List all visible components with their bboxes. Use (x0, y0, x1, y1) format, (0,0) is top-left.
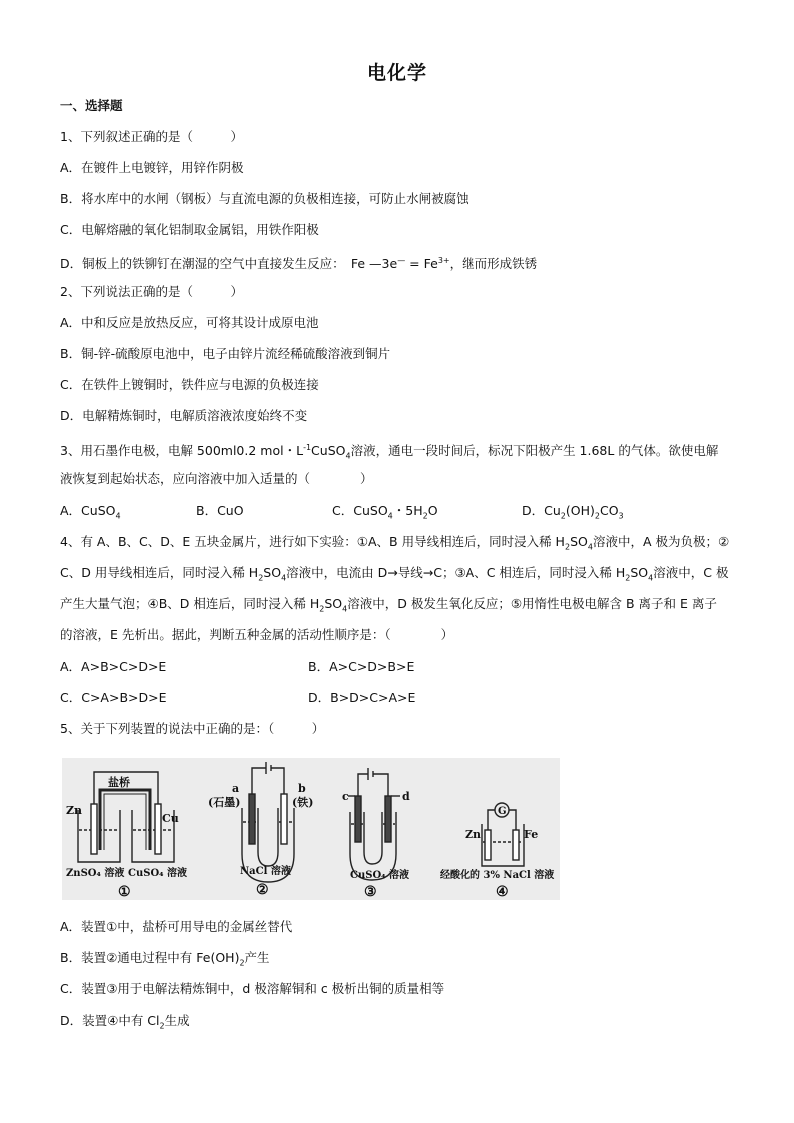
q5-option-c: C．装置③用于电解法精炼铜中，d 极溶解铜和 c 极析出铜的质量相等 (60, 981, 445, 996)
q5-stem: 5、关于下列装置的说法中正确的是：（ ） (60, 721, 325, 736)
q2-stem: 2、下列说法正确的是（ ） (60, 284, 243, 299)
section-heading: 一、选择题 (60, 98, 123, 113)
q4-stem-line3: 产生大量气泡；④B、D 相连后，同时浸入稀 $H_2SO_4$溶液中，D 极发生氧化反应；⑤用惰性电极电解含 B 离子和 E 离子 (60, 596, 717, 614)
q4-stem-line2: C、D 用导线相连后，同时浸入稀 $H_2SO_4$溶液中，电流由 D→导线→C；③A、C 相连后，同时浸入稀 $H_2SO_4$溶液中，C 极 (60, 565, 729, 583)
cuso4-label: CuSO₄ 溶液 (128, 868, 188, 879)
q4-option-a: A．A>B>C>D>E (60, 659, 167, 674)
electrode-a-label: a (232, 782, 240, 795)
q2-option-d: D．电解精炼铜时，电解质溶液浓度始终不变 (60, 408, 308, 423)
salt-bridge-label: 盐桥 (108, 776, 130, 789)
device-1-number: ① (118, 884, 131, 900)
cu-electrode-label: Cu (162, 812, 179, 825)
page-title: 电化学 (366, 62, 427, 84)
fe-device4-label: Fe (524, 828, 539, 841)
cuso4-device3-label: CuSO₄ 溶液 (350, 870, 410, 881)
device-3-number: ③ (364, 884, 377, 900)
q1-option-a: A．在镀件上电镀锌，用锌作阴极 (60, 160, 244, 175)
q3-option-d: D．$Cu_2(OH)_2CO_3$ (522, 503, 624, 521)
q5-option-d: D．装置④中有 $Cl_2$生成 (60, 1013, 190, 1031)
zn-electrode-label: Zn (66, 804, 83, 817)
zn-device4-label: Zn (465, 828, 482, 841)
electrode-b-label: b (298, 782, 306, 795)
device-2-number: ② (256, 882, 269, 898)
electrode-b-note: (铁) (292, 796, 314, 809)
q1-option-d: D．铜板上的铁铆钉在潮湿的空气中直接发生反应： Fe —3e— = $Fe^{3+}$，继而形成铁锈 (60, 256, 538, 272)
q1-stem: 1、下列叙述正确的是（ ） (60, 129, 243, 144)
q3-option-a: A．CuSO$_4$ (60, 503, 121, 521)
q4-stem-line4: 的溶液，E 先析出。据此，判断五种金属的活动性顺序是：（ ） (60, 627, 454, 642)
q1-option-b: B．将水库中的水闸（钢板）与直流电源的负极相连接，可防止水闸被腐蚀 (60, 191, 469, 206)
acidified-nacl-label: 经酸化的 3% NaCl 溶液 (440, 870, 555, 881)
q3-option-b: B．CuO (196, 503, 244, 518)
znso4-label: ZnSO₄ 溶液 (66, 868, 125, 879)
electrode-a-note: (石墨) (208, 796, 241, 809)
q4-option-c: C．C>A>B>D>E (60, 690, 167, 705)
q3-stem-line2: 液恢复到起始状态，应向溶液中加入适量的（ ） (60, 471, 373, 486)
electrode-c-label: c (342, 790, 349, 803)
q2-option-b: B．铜-锌-硫酸原电池中，电子由锌片流经稀硫酸溶液到铜片 (60, 346, 391, 361)
q5-option-a: A．装置①中，盐桥可用导电的金属丝替代 (60, 919, 293, 934)
q1-option-c: C．电解熔融的氧化铝制取金属铝，用铁作阳极 (60, 222, 319, 237)
q4-option-d: D．B>D>C>A>E (308, 690, 416, 705)
q2-option-c: C．在铁件上镀铜时，铁件应与电源的负极连接 (60, 377, 319, 392)
q5-option-b: B．装置②通电过程中有 $Fe(OH)_2$产生 (60, 950, 270, 968)
nacl-label: NaCl 溶液 (240, 866, 291, 877)
q4-option-b: B．A>C>D>B>E (308, 659, 415, 674)
q3-stem-line1: 3、用石墨作电极，电解 500ml0.2 mol・$L^{-1}CuSO_4$溶液，通电一段时间后，标况下阳极产生 1.68L 的气体。欲使电解 (60, 443, 719, 461)
galvanometer-label: G (498, 806, 507, 817)
device-4-number: ④ (496, 884, 509, 900)
q3-option-c: C．CuSO$_4$・$5H_2O$ (332, 503, 438, 521)
apparatus-figure (62, 758, 560, 900)
q2-option-a: A．中和反应是放热反应，可将其设计成原电池 (60, 315, 319, 330)
electrode-d-label: d (402, 790, 410, 803)
q4-stem-line1: 4、有 A、B、C、D、E 五块金属片，进行如下实验：①A、B 用导线相连后，同时浸入稀 $H_2SO_4$溶液中，A 极为负极；② (60, 534, 730, 552)
